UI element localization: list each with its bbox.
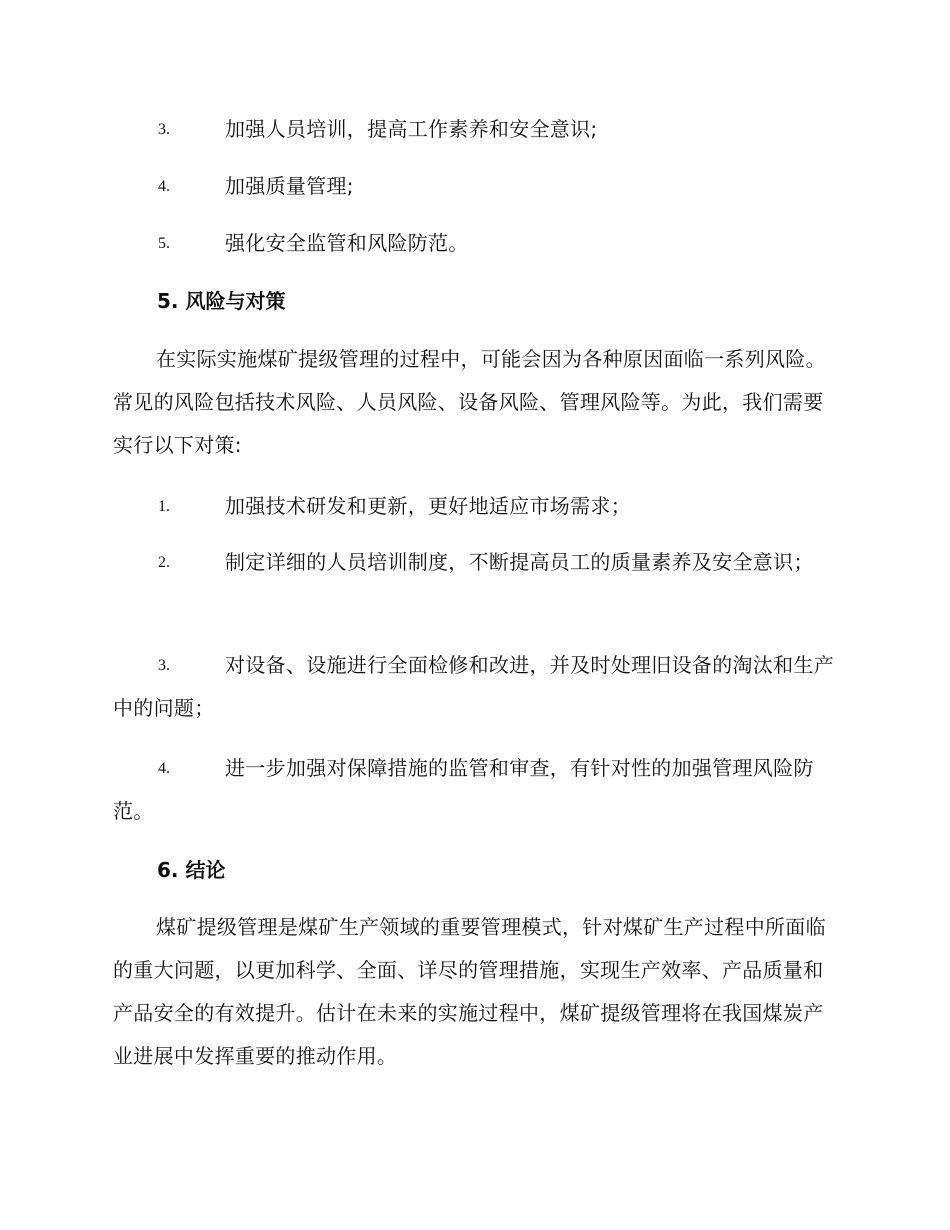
list-number: 4.: [158, 760, 170, 777]
list-item: [113, 222, 835, 265]
list-number: 5.: [158, 235, 170, 252]
list-item: [113, 165, 835, 208]
list-item: [113, 644, 835, 730]
paragraph: 在实际实施煤矿提级管理的过程中，可能会因为各种原因面临一系列风险。常见的风险包括技术风险、人员风险、设备风险、管理风险等。为此，我们需要实行以下对策:: [113, 347, 826, 457]
list-number: 3.: [158, 121, 170, 138]
list-number: 1.: [158, 498, 170, 515]
list-item: [113, 541, 835, 584]
list-text: 强化安全监管和风险防范。: [225, 231, 469, 255]
list-number: 3.: [158, 657, 170, 674]
paragraph: 煤矿提级管理是煤矿生产领域的重要管理模式，针对煤矿生产过程中所面临的重大问题，以更加科学、全面、详尽的管理措施，实现生产效率、产品质量和产品安全的有效提升。估计在未来的实施过程中，煤矿提级管理将在我国煤炭产业进展中发挥重要的推动作用。: [113, 915, 826, 1068]
list-text: 加强技术研发和更新，更好地适应市场需求；: [225, 494, 631, 518]
list-number: 4.: [158, 178, 170, 195]
list-item: [113, 747, 835, 833]
list-text: 加强人员培训，提高工作素养和安全意识;: [225, 117, 598, 141]
list-text: 对设备、设施进行全面检修和改进，并及时处理旧设备的淘汰和生产中的问题；: [113, 653, 834, 720]
list-item: [113, 485, 835, 528]
list-item: [113, 108, 835, 151]
section-heading: 5. 风险与对策: [157, 289, 286, 313]
section-heading: 6. 结论: [157, 858, 226, 882]
list-text: 加强质量管理;: [225, 174, 354, 198]
list-number: 2.: [158, 554, 170, 571]
list-text: 制定详细的人员培训制度，不断提高员工的质量素养及安全意识；: [225, 550, 814, 574]
list-text: 进一步加强对保障措施的监管和审查，有针对性的加强管理风险防范。: [113, 756, 814, 823]
